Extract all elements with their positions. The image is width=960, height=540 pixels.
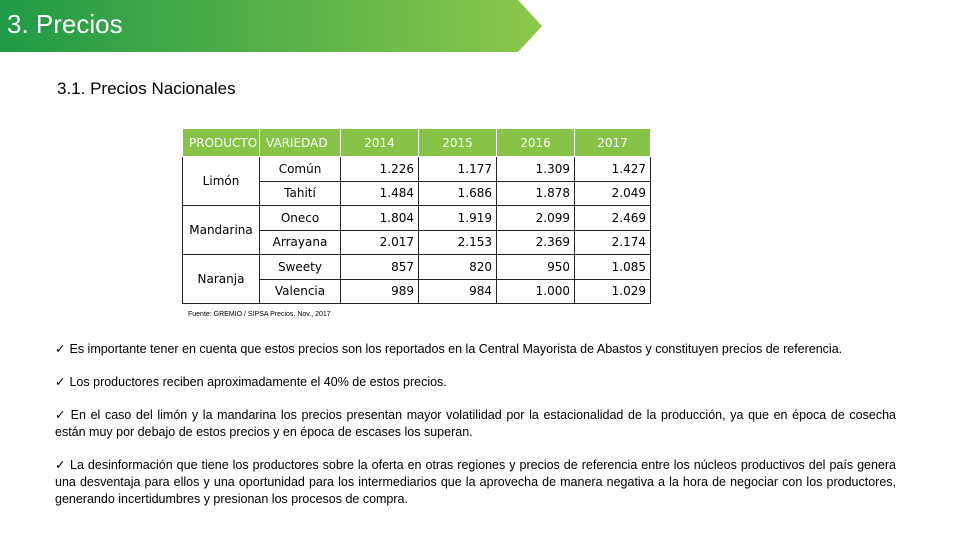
price-cell: 989 [341, 279, 419, 304]
bullet-text: Es importante tener en cuenta que estos precios son los reportados en la Central Mayorista de Abastos y constituyen precios de referencia. [69, 342, 843, 356]
check-icon: ✓ [55, 342, 66, 356]
variety-cell: Tahití [260, 181, 341, 206]
page-title: 3. Precios [7, 9, 123, 39]
product-cell: Mandarina [183, 206, 260, 255]
price-cell: 2.153 [419, 230, 497, 255]
bullet-text: La desinformación que tiene los productores sobre la oferta en otras regiones y precios de referencia entre los núcleos productivos del país genera una desventaja para ellos y una oportunidad para los intermediarios que la aprovecha de manera negativa a la hora de negociar con los productores, generando incertidumbres y presionan los procesos de compra. [55, 458, 896, 506]
source-note: Fuente: GREMIO / SIPSA Precios. Nov., 2017 [188, 311, 331, 318]
bullet-item [55, 341, 896, 358]
product-cell: Naranja [183, 255, 260, 304]
variety-cell: Sweety [260, 255, 341, 280]
check-icon: ✓ [55, 458, 67, 472]
price-cell: 1.804 [341, 206, 419, 231]
price-cell: 2.369 [497, 230, 575, 255]
price-cell: 984 [419, 279, 497, 304]
column-header-product: PRODUCTO [183, 129, 260, 157]
price-cell: 1.878 [497, 181, 575, 206]
price-cell: 2.099 [497, 206, 575, 231]
table-row [183, 157, 651, 182]
table-row [183, 206, 651, 231]
price-cell: 1.085 [575, 255, 651, 280]
price-cell: 1.309 [497, 157, 575, 182]
price-cell: 950 [497, 255, 575, 280]
title-banner [0, 0, 542, 52]
column-header-2014: 2014 [341, 129, 419, 157]
variety-cell: Oneco [260, 206, 341, 231]
price-cell: 1.000 [497, 279, 575, 304]
prices-table [182, 128, 651, 304]
price-cell: 1.484 [341, 181, 419, 206]
variety-cell: Arrayana [260, 230, 341, 255]
bullet-item [55, 457, 896, 508]
column-header-2017: 2017 [575, 129, 651, 157]
column-header-variety: VARIEDAD [260, 129, 341, 157]
price-cell: 2.174 [575, 230, 651, 255]
column-header-2016: 2016 [497, 129, 575, 157]
bullet-text: En el caso del limón y la mandarina los precios presentan mayor volatilidad por la estacionalidad de la producción, ya que en época de cosecha están muy por debajo de estos precios y en época de escases los superan. [55, 408, 896, 439]
table-header-row [183, 129, 651, 157]
price-cell: 2.469 [575, 206, 651, 231]
column-header-2015: 2015 [419, 129, 497, 157]
table-row [183, 255, 651, 280]
price-cell: 1.226 [341, 157, 419, 182]
bullet-list [55, 341, 896, 524]
price-cell: 1.029 [575, 279, 651, 304]
variety-cell: Común [260, 157, 341, 182]
price-cell: 1.177 [419, 157, 497, 182]
section-title: 3.1. Precios Nacionales [57, 79, 236, 98]
product-cell: Limón [183, 157, 260, 206]
variety-cell: Valencia [260, 279, 341, 304]
price-cell: 2.049 [575, 181, 651, 206]
bullet-item [55, 374, 896, 391]
price-cell: 2.017 [341, 230, 419, 255]
bullet-text: Los productores reciben aproximadamente el 40% de estos precios. [69, 375, 447, 389]
price-cell: 820 [419, 255, 497, 280]
bullet-item [55, 407, 896, 441]
price-cell: 1.919 [419, 206, 497, 231]
price-cell: 857 [341, 255, 419, 280]
price-cell: 1.427 [575, 157, 651, 182]
price-cell: 1.686 [419, 181, 497, 206]
check-icon: ✓ [55, 408, 67, 422]
check-icon: ✓ [55, 375, 66, 389]
